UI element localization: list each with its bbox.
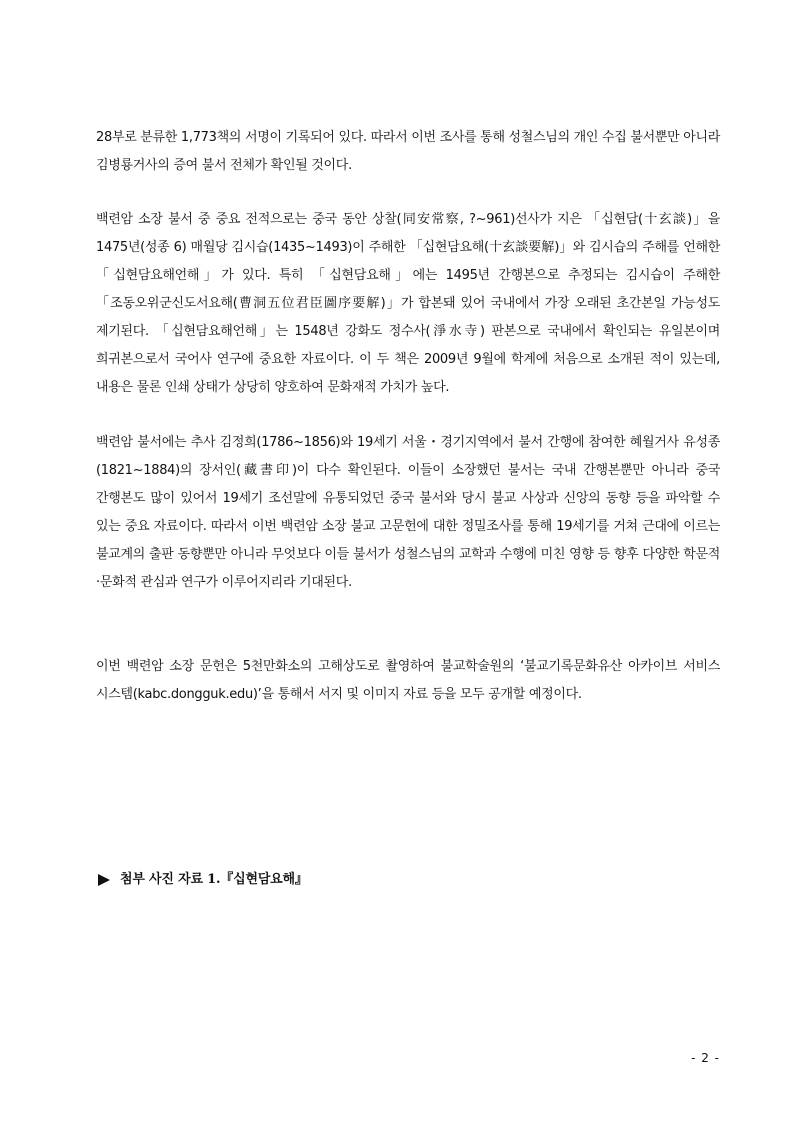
attachment-caption (98, 870, 308, 890)
right-triangle-icon (98, 874, 110, 886)
attachment-label: 첨부 사진 자료 1.『십현담요해』 (120, 872, 308, 887)
page-number: - 2 - (691, 1051, 720, 1065)
paragraph-digital-archive: 이번 백련암 소장 문헌은 5천만화소의 고해상도로 촬영하여 불교학술원의 ‘불교기록문화유산 아카이브 서비스 시스템(kabc.dongguk.edu)’을 통해서 서지 및 이미지 자료 등을 모두 공개할 예정이다. (96, 659, 720, 702)
paragraph-collector-seals: 백련암 불서에는 추사 김정희(1786~1856)와 19세기 서울・경기지역에서 불서 간행에 참여한 혜월거사 유성종(1821~1884)의 장서인(藏書印)이 다수 확인된다. 이들이 소장했던 불서는 국내 간행본뿐만 아니라 중국 간행본도 많이 있어서 19세기 조선말에 유통되었던 중국 불서와 당시 불교 사상과 신앙의 동향 등을 파악할 수 있는 중요 자료이다. 따라서 이번 백련암 소장 불교 고문헌에 대한 정밀조사를 통해 19세기를 거쳐 근대에 이르는 불교계의 출판 동향뿐만 아니라 무엇보다 이들 불서가 성철스님의 교학과 수행에 미친 영향 등 향후 다양한 학문적·문화적 관심과 연구가 이루어지리라 기대된다. (96, 435, 720, 590)
paragraph-important-texts: 백련암 소장 불서 중 중요 전적으로는 중국 동안 상찰(同安常察, ?~961)선사가 지은 「십현담(十玄談)」을 1475년(성종 6) 매월당 김시습(1435~1493)이 주해한 「십현담요해(十玄談要解)」와 김시습의 주해를 언해한 「십현담요해언해」가 있다. 특히 「십현담요해」에는 1495년 간행본으로 추정되는 김시습이 주해한 「조동오위군신도서요해(曹洞五位君臣圖序要解)」가 합본돼 있어 국내에서 가장 오래된 초간본일 가능성도 제기된다. 「십현담요해언해」는 1548년 강화도 정수사(淨水寺) 판본으로 국내에서 확인되는 유일본이며 희귀본으로서 국어사 연구에 중요한 자료이다. 이 두 책은 2009년 9월에 학계에 처음으로 소개된 적이 있는데, 내용은 물론 인쇄 상태가 상당히 양호하여 문화재적 가치가 높다. (96, 212, 720, 395)
paragraph-collection-record: 28부로 분류한 1,773책의 서명이 기록되어 있다. 따라서 이번 조사를 통해 성철스님의 개인 수집 불서뿐만 아니라 김병룡거사의 증여 불서 전체가 확인될 것이다. (96, 130, 720, 173)
